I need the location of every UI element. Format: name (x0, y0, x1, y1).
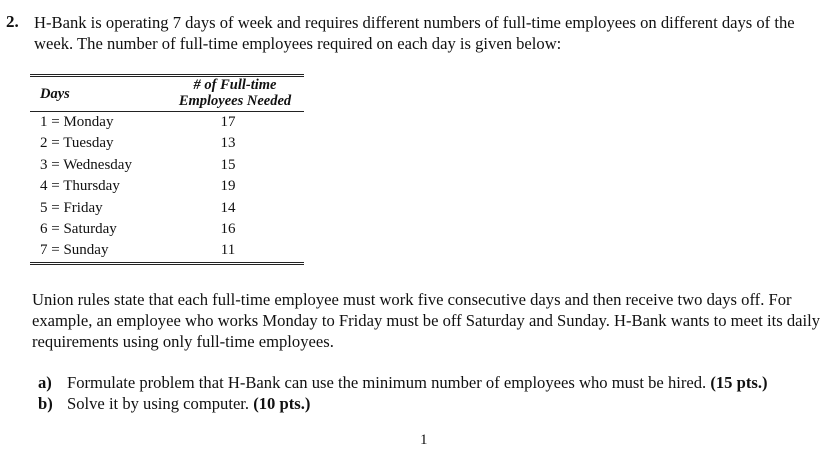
needed-cell: 16 (220, 221, 236, 238)
part-label: a) (38, 373, 52, 392)
needed-cell: 17 (220, 114, 236, 130)
needed-cell: 19 (220, 178, 236, 195)
table-row (30, 219, 304, 240)
union-rules-paragraph: Union rules state that each full-time employee must work five consecutive days and then receive two days off. For example, an employee who works Monday to Friday must be off Saturday and Sunday. H-Bank wants to meet its daily requirements using only full-time employees. (32, 290, 821, 351)
part-text: Solve it by using computer. (67, 394, 250, 413)
column-header-days: Days (30, 76, 166, 112)
question-parts (38, 372, 768, 414)
table-row (30, 176, 304, 197)
needed-cell: 15 (220, 156, 236, 173)
day-cell: 1 = Monday (40, 114, 114, 130)
page-number: 1 (420, 432, 428, 448)
part-text: Formulate problem that H-Bank can use the minimum number of employees who must be hired. (67, 373, 707, 392)
employee-requirements-table (30, 74, 304, 265)
day-cell: 4 = Thursday (40, 178, 120, 195)
part-b (38, 393, 768, 414)
needed-cell: 13 (220, 135, 236, 152)
table-row (30, 198, 304, 219)
column-header-needed: # of Full-time Employees Needed (166, 76, 304, 112)
part-a (38, 372, 768, 393)
table-row (30, 240, 304, 263)
day-cell: 7 = Sunday (40, 242, 109, 259)
table-header-row (30, 76, 304, 112)
table-row (30, 155, 304, 176)
part-label: b) (38, 394, 53, 413)
table-row (30, 112, 304, 134)
needed-cell: 11 (220, 242, 236, 259)
problem-number: 2. (6, 12, 19, 31)
day-cell: 3 = Wednesday (40, 156, 132, 173)
day-cell: 6 = Saturday (40, 221, 117, 238)
problem-intro: H-Bank is operating 7 days of week and requires different numbers of full-time employees on different days of the week. The number of full-time employees required on each day is given below: (34, 13, 795, 53)
part-points: (15 pts.) (710, 373, 768, 392)
part-points: (10 pts.) (253, 394, 311, 413)
day-cell: 2 = Tuesday (40, 135, 114, 152)
needed-cell: 14 (220, 199, 236, 216)
table-row (30, 133, 304, 154)
day-cell: 5 = Friday (40, 199, 103, 216)
